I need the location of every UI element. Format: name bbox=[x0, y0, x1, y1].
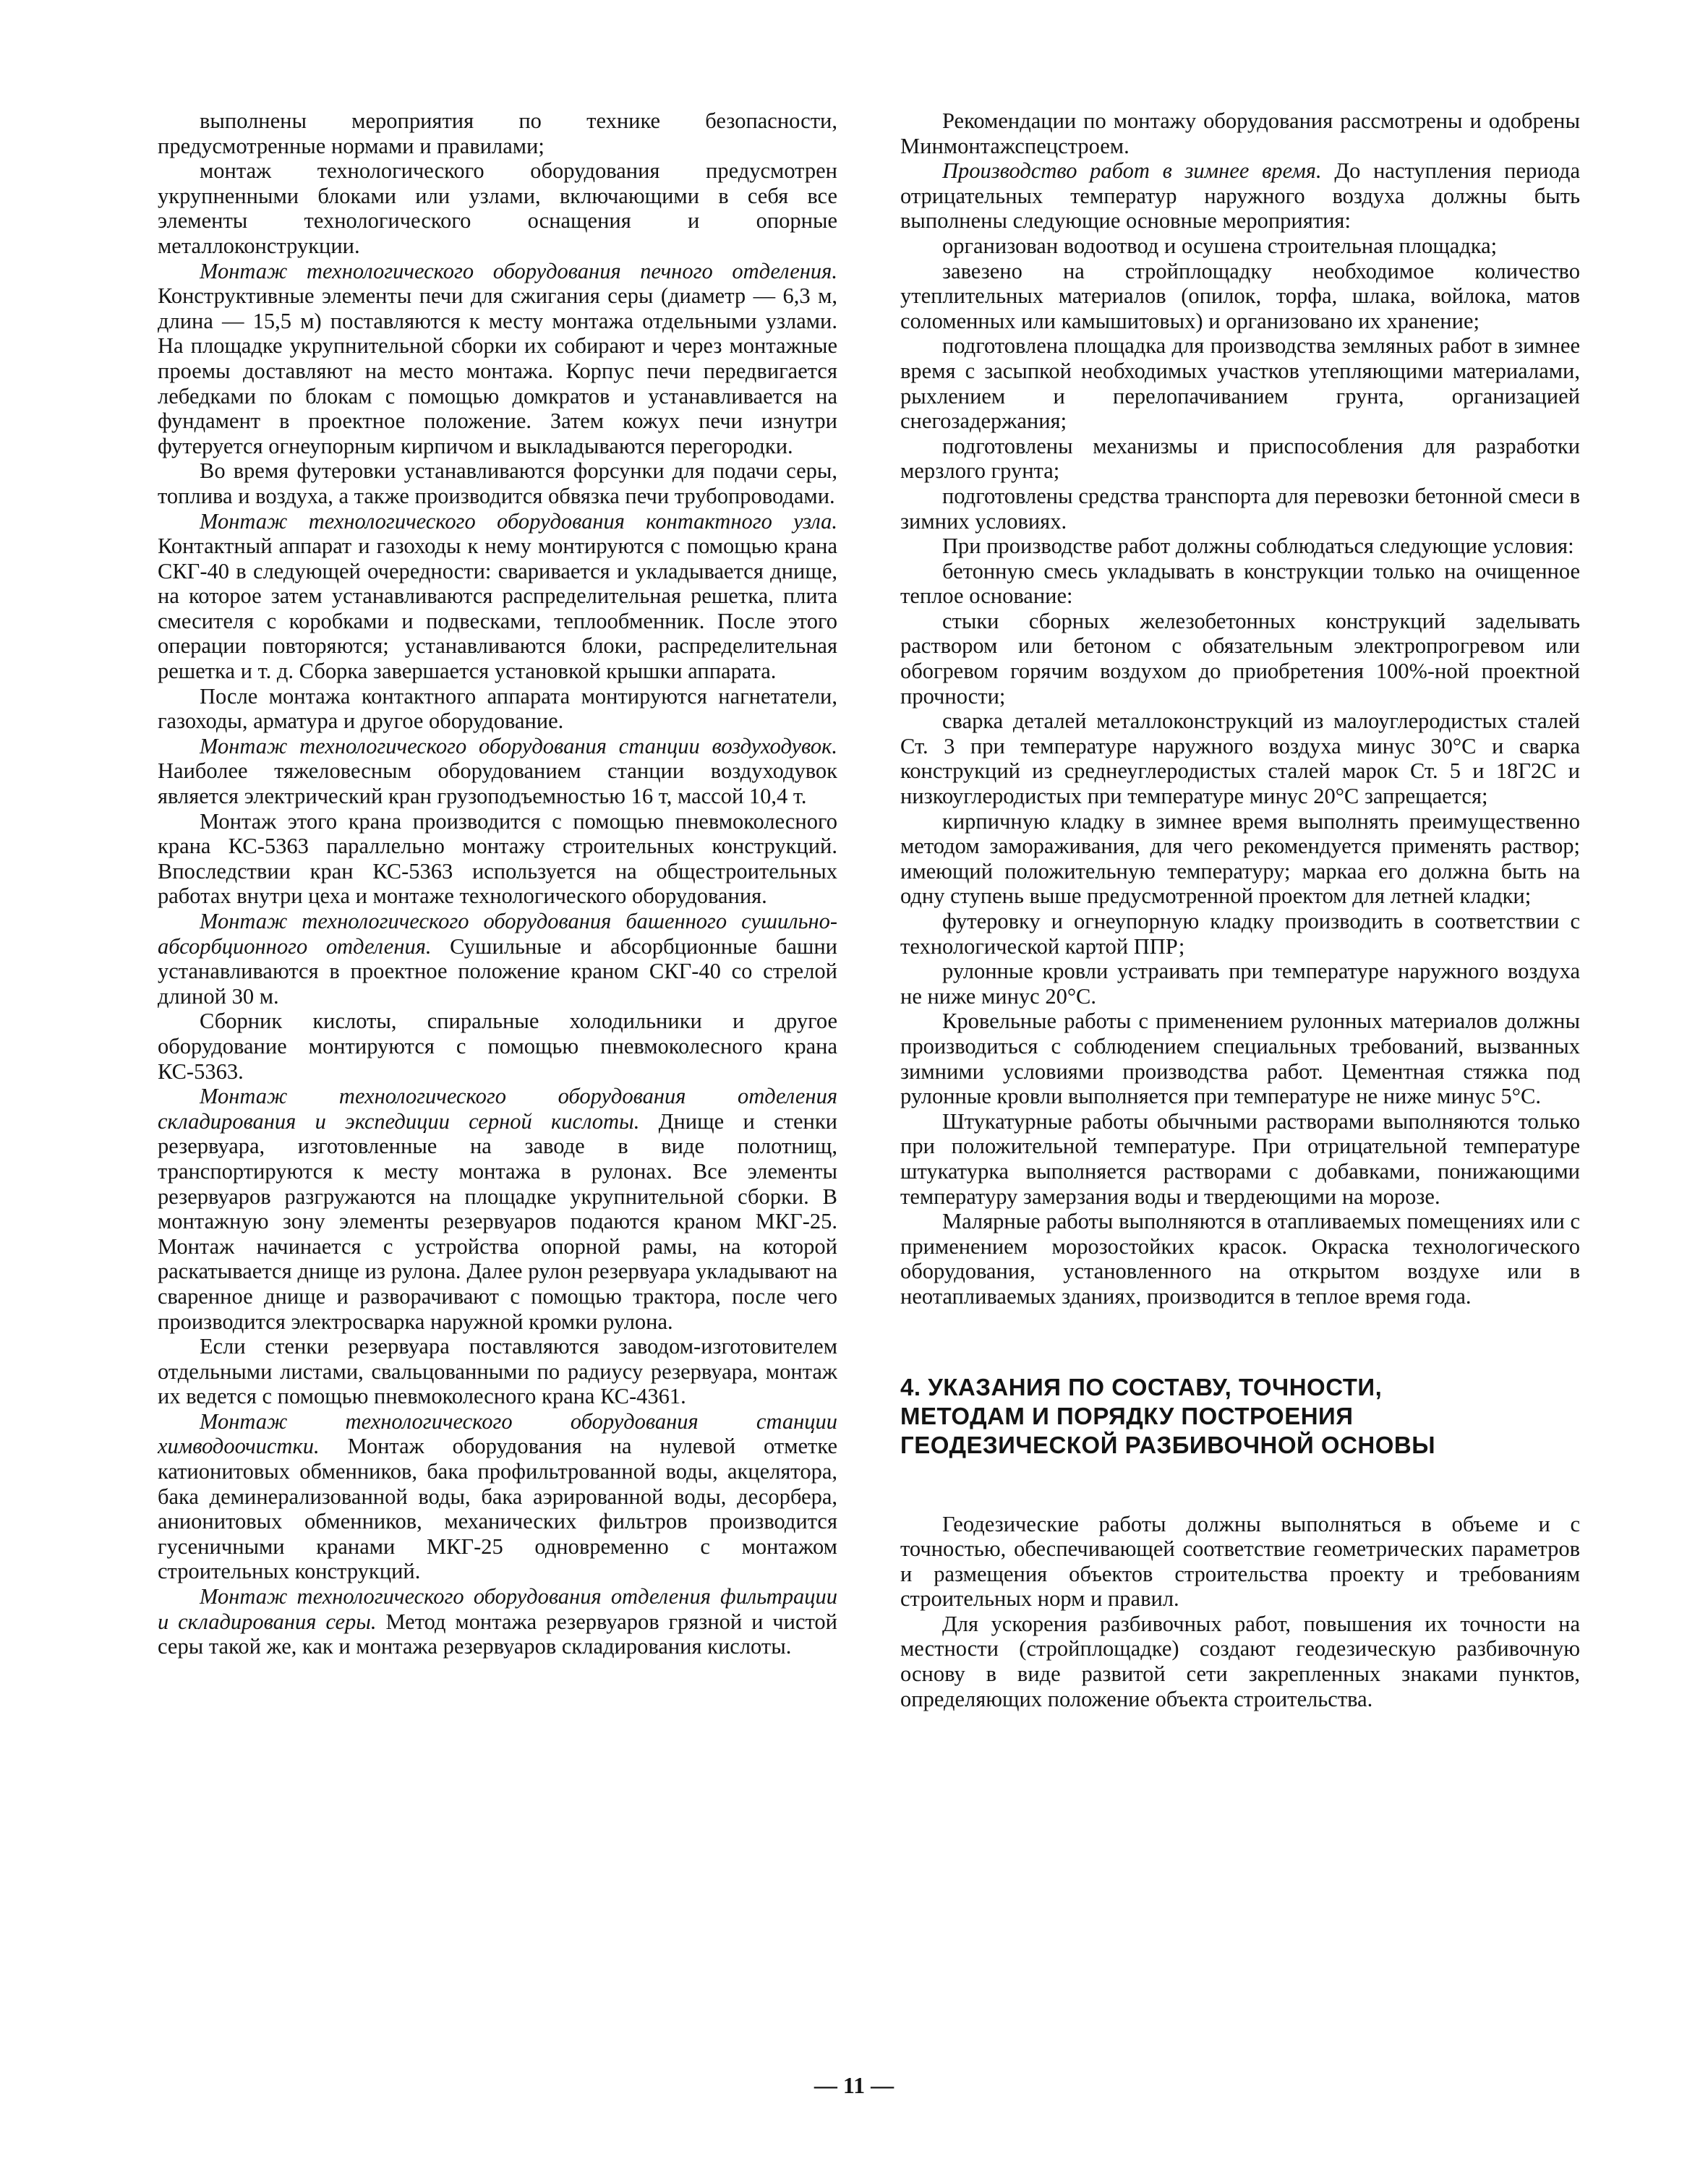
list-item: подготовлены механизмы и приспособления для разработки мерзлого грунта; bbox=[900, 433, 1580, 484]
paragraph-winter-works: Производство работ в зимнее время. До наступления периода отрицательных температур наружного воздуха должны быть выполнены следующие основные мероприятия: bbox=[900, 158, 1580, 234]
section-heading-line: МЕТОДАМ И ПОРЯДКУ ПОСТРОЕНИЯ bbox=[900, 1402, 1354, 1429]
list-item: стыки сборных железобетонных конструкций заделывать раствором или бетоном с обязательным электропрогревом или обогревом горячим воздухом до приобретения 100%-ной проектной прочности; bbox=[900, 608, 1580, 709]
paragraph-contact-unit: Монтаж технологического оборудования контактного узла. Контактный аппарат и газоходы к нему монтируются с помощью крана СКГ-40 в следующей очередности: сваривается и укладывается днище, на которое затем устанавливаются распределительная решетка, плита смесителя с коробками и подвесками, теплообменник. После этого операции повторяются; устанавливаются блоки, распределительная решетка и т. д. Сборка завершается установкой крышки аппарата. bbox=[158, 508, 837, 684]
list-item: футеровку и огнеупорную кладку производить в соответствии с технологической картой ППР; bbox=[900, 909, 1580, 959]
left-column bbox=[158, 108, 837, 1659]
list-item: бетонную смесь укладывать в конструкции только на очищенное теплое основание: bbox=[900, 558, 1580, 609]
list-item: завезено на стройплощадку необходимое количество утеплительных материалов (опилок, торфа, шлака, войлока, матов соломенных или камышитовых) и организовано их хранение; bbox=[900, 258, 1580, 333]
paragraph: Для ускорения разбивочных работ, повышения их точности на местности (стройплощадке) создают геодезическую разбивочную основу в виде развитой сети закрепленных знаками пунктов, определяющих положение объекта строительства. bbox=[900, 1611, 1580, 1711]
paragraph-furnace-section: Монтаж технологического оборудования печного отделения. Конструктивные элементы печи для сжигания серы (диаметр — 6,3 м, длина — 15,5 м) поставляются к месту монтажа отдельными узлами. На площадке укрупнительной сборки их собирают и через монтажные проемы доставляют на место монтажа. Корпус печи передвигается лебедками по блокам с помощью домкратов и устанавливается на фундамент в проектное положение. Затем кожух печи изнутри футеруется огнеупорным кирпичом и выкладываются перегородки. bbox=[158, 258, 837, 458]
paragraph: Геодезические работы должны выполняться в объеме и с точностью, обеспечивающей соответствие геометрических параметров и размещения объектов строительства проекту и требованиям строительных норм и правил. bbox=[900, 1511, 1580, 1612]
paragraph: Кровельные работы с применением рулонных материалов должны производиться с соблюдением специальных требований, вызванных зимними условиями производства работ. Цементная стяжка под рулонные кровли выполняется при температуре не ниже минус 5°С. bbox=[900, 1009, 1580, 1109]
section-heading bbox=[900, 1373, 1580, 1460]
paragraph-sulfur-filtration: Монтаж технологического оборудования отделения фильтрации и складирования серы. Метод монтажа резервуаров грязной и чистой серы такой же, как и монтажа резервуаров складирования кислоты. bbox=[158, 1584, 837, 1659]
paragraph: После монтажа контактного аппарата монтируются нагнетатели, газоходы, арматура и другое оборудование. bbox=[158, 683, 837, 734]
section-heading-line: ГЕОДЕЗИЧЕСКОЙ РАЗБИВОЧНОЙ ОСНОВЫ bbox=[900, 1431, 1436, 1458]
paragraph: Штукатурные работы обычными растворами выполняются только при положительной температуре. При отрицательной температуре штукатурка выполняется растворами с добавками, понижающими температуру замерзания воды и твердеющими на морозе. bbox=[900, 1108, 1580, 1209]
page-number: — 11 — bbox=[814, 2072, 894, 2098]
list-item: рулонные кровли устраивать при температуре наружного воздуха не ниже минус 20°С. bbox=[900, 959, 1580, 1009]
paragraph: Рекомендации по монтажу оборудования рассмотрены и одобрены Минмонтажспецстроем. bbox=[900, 108, 1580, 158]
list-item: подготовлена площадка для производства земляных работ в зимнее время с засыпкой необходимых участков утепляющими материалами, рыхлением и перелопачиванием грунта, организацией снегозадержания; bbox=[900, 333, 1580, 434]
paragraph: Если стенки резервуара поставляются заводом-изготовителем отдельными листами, свальцованными по радиусу резервуара, монтаж их ведется с помощью пневмоколесного крана КС-4361. bbox=[158, 1334, 837, 1409]
paragraph-drying-absorption: Монтаж технологического оборудования башенного сушильно-абсорбционного отделения. Сушильные и абсорбционные башни устанавливаются в проектное положение краном СКГ-40 со стрелой длиной 30 м. bbox=[158, 909, 837, 1009]
paragraph: Во время футеровки устанавливаются форсунки для подачи серы, топлива и воздуха, а также производится обвязка печи трубопроводами. bbox=[158, 458, 837, 508]
section-heading-line: 4. УКАЗАНИЯ ПО СОСТАВУ, ТОЧНОСТИ, bbox=[900, 1373, 1383, 1400]
list-item: сварка деталей металлоконструкций из малоуглеродистых сталей Ст. 3 при температуре наружного воздуха минус 30°С и сварка конструкций из среднеуглеродистых сталей марок Ст. 5 и 18Г2С и низкоуглеродистых при температуре минус 20°С запрещается; bbox=[900, 709, 1580, 809]
list-item: подготовлены средства транспорта для перевозки бетонной смеси в зимних условиях. bbox=[900, 483, 1580, 534]
paragraph-acid-storage: Монтаж технологического оборудования отделения складирования и экспедиции серной кислоты. Днище и стенки резервуара, изготовленные на заводе в виде полотнищ, транспортируются к месту монтажа в рулонах. Все элементы резервуаров разгружаются на площадке укрупнительной сборки. В монтажную зону элементы резервуаров подаются краном МКГ-25. Монтаж начинается с устройства опорной рамы, на которой раскатывается днище из рулона. Далее рулон резервуара укладывают на сваренное днище и разворачивают с помощью трактора, после чего производится электросварка наружной кромки рулона. bbox=[158, 1084, 837, 1334]
paragraph: Сборник кислоты, спиральные холодильники и другое оборудование монтируются с помощью пневмоколесного крана КС-5363. bbox=[158, 1009, 837, 1084]
list-item: кирпичную кладку в зимнее время выполнять преимущественно методом замораживания, для чего рекомендуется применять раствор; имеющий положительную температуру; маркаа его должна быть на одну ступень выше предусмотренной проектом для летней кладки; bbox=[900, 808, 1580, 909]
paragraph: При производстве работ должны соблюдаться следующие условия: bbox=[942, 534, 1574, 559]
right-column bbox=[900, 108, 1580, 1711]
paragraph-blower-station: Монтаж технологического оборудования станции воздуходувок. Наиболее тяжеловесным оборудованием станции воздуходувок является электрический кран грузоподъемностью 16 т, массой 10,4 т. bbox=[158, 733, 837, 809]
paragraph: Малярные работы выполняются в отапливаемых помещениях или с применением морозостойких красок. Окраска технологического оборудования, установленного на открытом воздухе или в неотапливаемых зданиях, производится в теплое время года. bbox=[900, 1209, 1580, 1309]
paragraph-water-treatment: Монтаж технологического оборудования станции химводоочистки. Монтаж оборудования на нулевой отметке катионитовых обменников, бака профильтрованной воды, акцелятора, бака деминерализованной воды, бака аэрированной воды, десорбера, анионитовых обменников, механических фильтров производится гусеничными кранами МКГ-25 одновременно с монтажом строительных конструкций. bbox=[158, 1408, 837, 1584]
paragraph: Монтаж этого крана производится с помощью пневмоколесного крана КС-5363 параллельно монтажу строительных конструкций. Впоследствии кран КС-5363 используется на общестроительных работах внутри цеха и монтаже технологического оборудования. bbox=[158, 808, 837, 909]
paragraph: монтаж технологического оборудования предусмотрен укрупненными блоками или узлами, включающими в себя все элементы технологического оснащения и опорные металлоконструкции. bbox=[158, 158, 837, 258]
paragraph: выполнены мероприятия по технике безопасности, предусмотренные нормами и правилами; bbox=[158, 108, 837, 158]
list-item: организован водоотвод и осушена строительная площадка; bbox=[942, 233, 1498, 258]
